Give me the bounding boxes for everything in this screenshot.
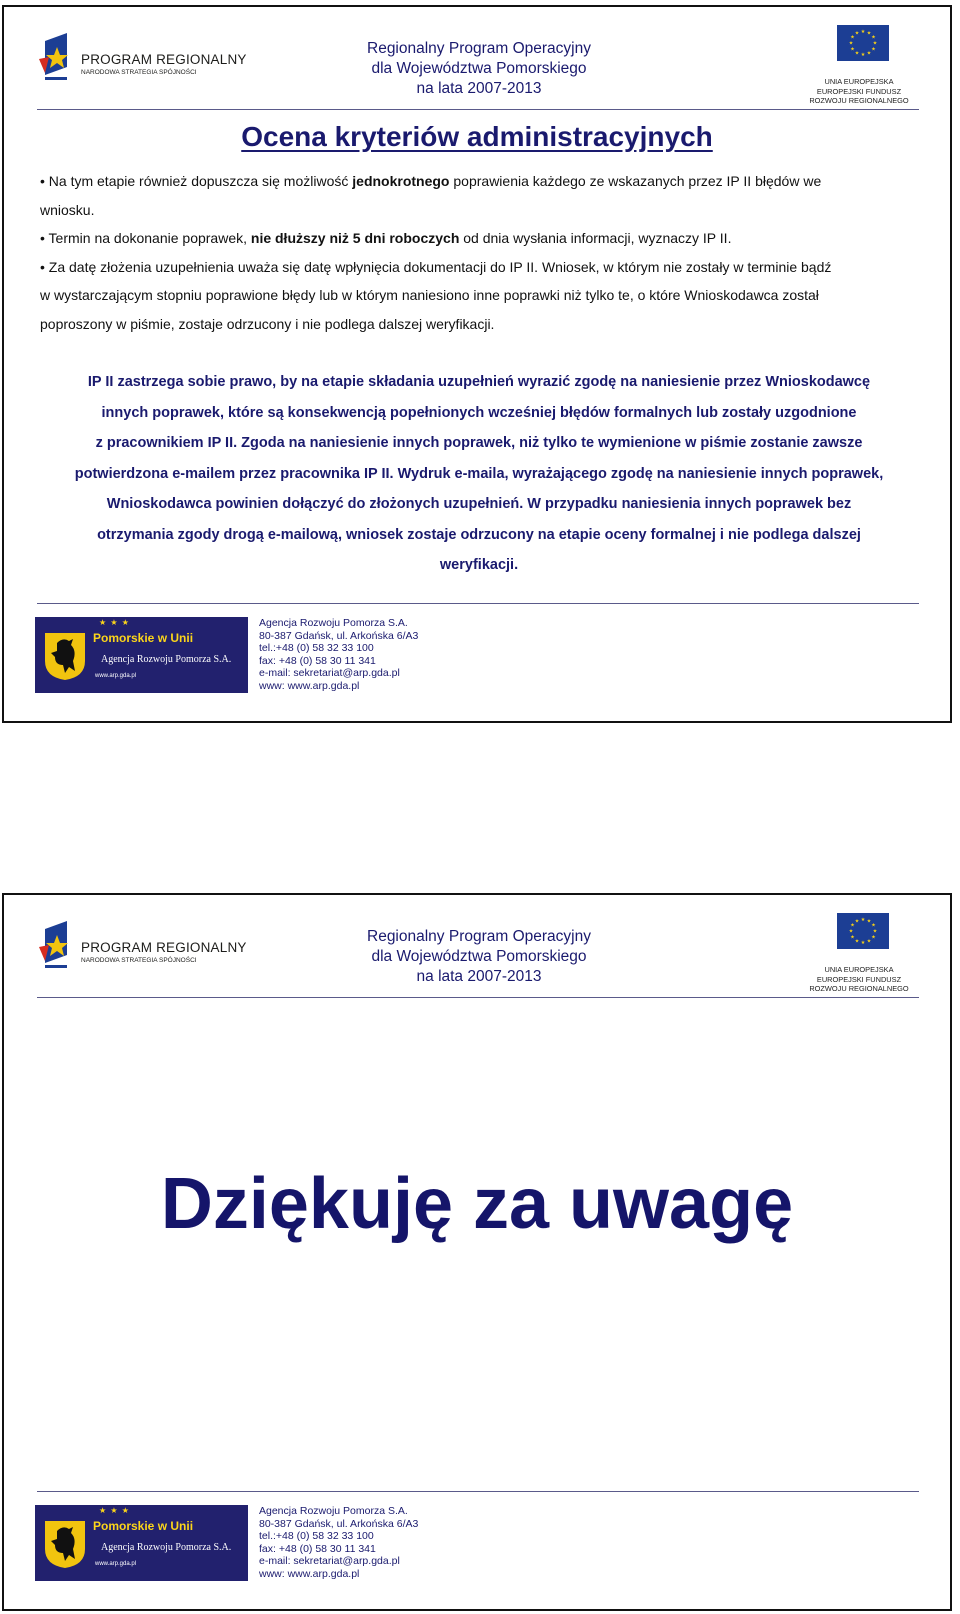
rpo-line-3: na lata 2007-2013 [416,80,542,97]
program-title: PROGRAM REGIONALNY [81,940,247,955]
note-line: Wnioskodawca powinien dołączyć do złożonych uzupełnień. W przypadku naniesienia innych poprawek bez [106,496,852,512]
griffin-icon [43,1519,87,1569]
header-divider [37,109,919,110]
svg-text:★: ★ [854,30,860,37]
svg-text:★: ★ [871,922,876,929]
bullet-1-continued: wniosku. [40,201,95,218]
contact-email: e-mail: sekretariat@arp.gda.pl [259,1555,400,1568]
svg-text:★: ★ [871,934,876,941]
eu-line-2: EUROPEJSKI FUNDUSZ [816,974,902,984]
svg-text:★: ★ [850,922,855,929]
program-subtitle: NARODOWA STRATEGIA SPÓJNOŚCI [81,69,197,76]
slide-2 [2,893,952,1611]
contact-company: Agencja Rozwoju Pomorza S.A. [259,617,408,629]
contact-block [259,617,418,693]
rpo-header [334,39,624,99]
contact-email: e-mail: sekretariat@arp.gda.pl [259,667,400,680]
rpo-line-3: na lata 2007-2013 [416,968,542,985]
svg-text:★: ★ [854,50,860,57]
program-regionalny-logo [37,33,247,91]
contact-address: 80-387 Gdańsk, ul. Arkońska 6/A3 [259,629,419,642]
eu-line-2: EUROPEJSKI FUNDUSZ [816,86,902,96]
svg-text:★: ★ [854,938,860,945]
slide-1 [2,5,952,723]
highlight-note [34,367,924,581]
note-line: otrzymania zgody drogą e-mailową, wniosek zostaje odrzucony na etapie oceny formalnej i nie podlega dalszej [97,526,861,543]
contact-phone: tel.:+48 (0) 58 32 33 100 [259,1530,374,1543]
eu-line-3: ROZWOJU REGIONALNEGO [809,96,909,105]
thank-you-heading: Dziękuję za uwagę [160,1164,794,1244]
logo-title: Pomorskie w Unii [93,631,194,645]
svg-text:★: ★ [871,34,876,41]
logo-stars: ★ ★ ★ [99,618,130,627]
bullet-2-bold: nie dłuższy niż 5 dni roboczych [250,230,460,246]
bullet-2-text: Termin na dokonanie poprawek, [48,230,251,246]
bullet-1-bold: jednokrotnego [352,173,450,189]
bullet-1-text-end: poprawienia każdego ze wskazanych przez IP II błędów we [449,173,822,189]
svg-text:★: ★ [860,940,866,946]
logo-stars: ★ ★ ★ [99,1506,130,1515]
svg-text:★: ★ [866,918,872,925]
program-star-icon [37,921,77,979]
rpo-line-1: Regionalny Program Operacyjny [367,40,591,57]
svg-text:★: ★ [854,918,860,925]
eu-line-1: UNIA EUROPEJSKA [824,77,894,86]
svg-text:★: ★ [850,34,855,41]
eu-flag-icon [837,25,889,61]
pomorskie-w-unii-logo [35,1505,248,1581]
bullet-2-text-end: od dnia wysłania informacji, wyznaczy IP II. [459,230,732,246]
note-line: z pracownikiem IP II. Zgoda na naniesienie innych poprawek, niż tylko te wymienione w piśmie zostanie zawsze [95,435,863,451]
logo-agency: Agencja Rozwoju Pomorza S.A. [101,1542,232,1553]
griffin-icon [43,631,87,681]
svg-text:★: ★ [848,928,854,935]
contact-www: www: www.arp.gda.pl [259,679,360,692]
bullet-3-line-3: poproszony w piśmie, zostaje odrzucony i nie podlega dalszej weryfikacji. [40,315,495,332]
note-line: innych poprawek, które są konsekwencją popełnionych wcześniej błędów formalnych lub zostały uzgodnione [101,404,857,421]
program-subtitle: NARODOWA STRATEGIA SPÓJNOŚCI [81,957,197,964]
svg-text:★: ★ [860,29,866,35]
note-line: IP II zastrzega sobie prawo, by na etapie składania uzupełnień wyrazić zgodę na naniesienie przez Wnioskodawcę [87,374,871,390]
slide-title: Ocena kryteriów administracyjnych [241,121,713,152]
bullet-3-line-2: w wystarczającym stopniu poprawione błędy lub w którym naniesiono inne poprawki niż tylko te, o które Wnioskodawca został [40,287,819,303]
footer-divider [37,603,919,604]
bullet-3: • Za datę złożenia uzupełnienia uważa się datę wpłynięcia dokumentacji do IP II. Wniosek, w którym nie zostały w terminie bądź [40,258,832,275]
bullet-3-line-1: Za datę złożenia uzupełnienia uważa się datę wpłynięcia dokumentacji do IP II. Wniosek, w którym nie zostały w terminie bądź [48,258,832,275]
contact-block [259,1505,418,1581]
svg-text:★: ★ [848,40,854,47]
footer-divider [37,1491,919,1492]
bullet-1: • Na tym etapie również dopuszcza się możliwość jednokrotnego poprawienia każdego ze wskazanych przez IP II błędów we [40,173,822,189]
svg-text:★: ★ [850,934,855,941]
eu-line-3: ROZWOJU REGIONALNEGO [809,984,909,993]
program-regionalny-logo [37,921,247,979]
svg-text:★: ★ [860,917,866,923]
note-line: weryfikacji. [439,557,519,573]
bullet-1-text: Na tym etapie również dopuszcza się możliwość [48,173,353,189]
contact-www: www: www.arp.gda.pl [259,1567,360,1580]
svg-text:★: ★ [866,50,872,57]
rpo-line-2: dla Województwa Pomorskiego [371,60,587,77]
pomorskie-w-unii-logo [35,617,248,693]
svg-text:★: ★ [872,928,878,935]
contact-address: 80-387 Gdańsk, ul. Arkońska 6/A3 [259,1517,419,1530]
svg-text:★: ★ [850,46,855,53]
logo-title: Pomorskie w Unii [93,1519,194,1533]
svg-text:★: ★ [871,46,876,53]
eu-line-1: UNIA EUROPEJSKA [824,965,894,974]
svg-text:★: ★ [866,938,872,945]
note-line: potwierdzona e-mailem przez pracownika IP II. Wydruk e-maila, wyrażającego zgodę na naniesienie innych poprawek, [74,465,884,482]
svg-text:★: ★ [860,52,866,58]
program-star-icon [37,33,77,91]
logo-web: www.arp.gda.pl [95,673,137,679]
rpo-line-2: dla Województwa Pomorskiego [371,948,587,965]
logo-web: www.arp.gda.pl [95,1561,137,1567]
rpo-header [334,927,624,987]
contact-fax: fax: +48 (0) 58 30 11 341 [259,1542,376,1555]
svg-text:★: ★ [872,40,878,47]
contact-fax: fax: +48 (0) 58 30 11 341 [259,654,376,667]
contact-company: Agencja Rozwoju Pomorza S.A. [259,1505,408,1517]
rpo-line-1: Regionalny Program Operacyjny [367,928,591,945]
eu-flag-icon [837,913,889,949]
svg-text:★: ★ [866,30,872,37]
contact-phone: tel.:+48 (0) 58 32 33 100 [259,642,374,655]
bullet-2: • Termin na dokonanie poprawek, nie dłuższy niż 5 dni roboczych od dnia wysłania informacji, wyznaczy IP II. [40,230,732,246]
bullet-list [40,167,920,338]
header-divider [37,997,919,998]
program-title: PROGRAM REGIONALNY [81,52,247,67]
logo-agency: Agencja Rozwoju Pomorza S.A. [101,654,232,665]
